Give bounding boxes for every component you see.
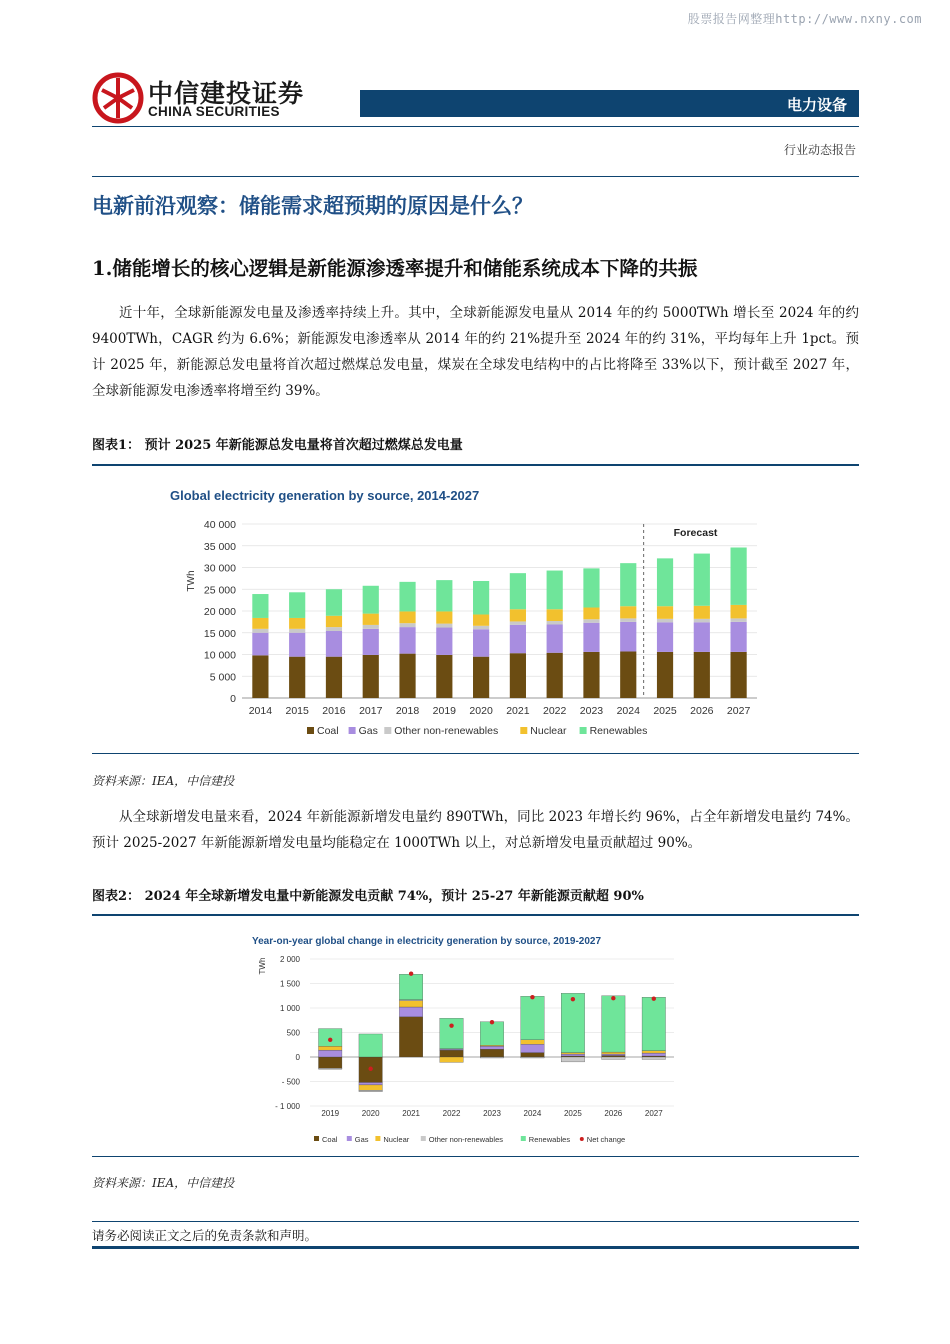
chart-1-bar-nuclear: [399, 611, 415, 623]
watermark-text: 股票报告网整理http://www.nxny.com: [687, 12, 922, 26]
figure-1-caption: 图表1： 预计 2025 年新能源总发电量将首次超过燃煤总发电量: [92, 438, 463, 453]
chart-1-bar-coal: [326, 657, 342, 698]
page-title: 电新前沿观察：储能需求超预期的原因是什么？: [92, 194, 533, 218]
chart-2-bar-other-non-renewables: [480, 1057, 503, 1058]
chart-2-bar-nuclear: [359, 1085, 382, 1090]
chart-2-net-change-point: [449, 1023, 453, 1027]
chart-1-bar-nuclear: [731, 605, 747, 618]
chart-2-ytick-label: 500: [286, 1028, 300, 1038]
chart-1-xtick-label: 2014: [248, 705, 273, 717]
logo: [92, 72, 322, 128]
chart-2-bar-renewables: [561, 993, 584, 1052]
chart-2-legend-label: Coal: [322, 1135, 338, 1144]
chart-2-legend-swatch: [314, 1136, 319, 1141]
chart-1-legend-label: Coal: [317, 725, 339, 737]
chart-2-bar-gas: [480, 1046, 503, 1049]
chart-1-ylabel: TWh: [186, 570, 197, 592]
chart-2-xtick-label: 2019: [321, 1109, 340, 1118]
chart-1-bar-renewables: [510, 573, 526, 609]
chart-2-net-change-point: [652, 996, 656, 1000]
chart-2-legend-label: Other non-renewables: [428, 1135, 504, 1144]
chart-1-bar-coal: [620, 651, 636, 698]
chart-1-bar-renewables: [363, 586, 379, 614]
chart-1-ytick-label: 5 000: [209, 671, 236, 684]
chart-1-bar-renewables: [583, 568, 599, 607]
chart-2-bar-renewables: [602, 996, 625, 1052]
chart-1-xtick-label: 2027: [726, 705, 751, 717]
chart-2-bar-gas: [399, 1007, 422, 1017]
chart-1-bar-coal: [289, 657, 305, 698]
chart-1-ytick-label: 40 000: [203, 519, 236, 531]
chart-1-ytick-label: 10 000: [203, 649, 236, 662]
chart-2-legend-label: Net change: [586, 1135, 626, 1144]
logo-emblem-icon: [92, 72, 144, 124]
chart-1-bar-coal: [583, 652, 599, 698]
chart-2-bar-gas: [602, 1054, 625, 1055]
chart-1-bar-other-non-renewables: [510, 621, 526, 624]
chart-2-xtick-label: 2027: [644, 1109, 663, 1118]
chart-1-bar-nuclear: [694, 606, 710, 619]
chart-1-bar-gas: [620, 622, 636, 652]
chart-2-bar-renewables: [480, 1022, 503, 1046]
chart-2-bar-renewables: [440, 1018, 463, 1048]
chart-2-xtick-label: 2026: [604, 1109, 623, 1118]
figure-2-bottom-rule: [92, 1156, 859, 1157]
chart-1-bar-other-non-renewables: [694, 619, 710, 622]
disclaimer-note: 请务必阅读正文之后的免责条款和声明。: [92, 1228, 318, 1243]
chart-1-bar-coal: [399, 654, 415, 698]
chart-2-bar-renewables: [399, 974, 422, 999]
chart-2-xtick-label: 2023: [483, 1109, 501, 1118]
chart-2-bar-other-non-renewables: [642, 1057, 665, 1059]
chart-1-xtick-label: 2026: [690, 705, 714, 717]
chart-1-ytick-label: 25 000: [203, 584, 236, 597]
chart-1-bar-renewables: [399, 582, 415, 612]
chart-1-bar-coal: [436, 655, 452, 698]
chart-2-bar-gas: [521, 1044, 544, 1052]
chart-1-bar-gas: [694, 622, 710, 652]
chart-1-bar-gas: [473, 629, 489, 656]
paragraph-2: 从全球新增发电量来看，2024 年新能源新增发电量约 890TWh，同比 2023 年增长约 96%，占全年新增发电量约 74%。预计 2025-2027 年新能源新增发电量均能稳定在 1000TWh 以上，对总新增发电量贡献超过 90%。: [92, 809, 859, 851]
chart-2-net-change-point: [611, 996, 615, 1000]
chart-2-net-change-point: [409, 972, 413, 976]
chart-1-bar-nuclear: [363, 614, 379, 625]
section-heading: 1.储能增长的核心逻辑是新能源渗透率提升和储能系统成本下降的共振: [92, 257, 698, 280]
chart-1-bar-other-non-renewables: [363, 625, 379, 629]
chart-2-bar-gas: [359, 1082, 382, 1084]
chart-1-bar-renewables: [252, 594, 268, 618]
chart-2-bar-renewables: [642, 997, 665, 1050]
chart-2-net-change-point: [530, 995, 534, 999]
chart-1-bar-renewables: [547, 571, 563, 610]
chart-2-title: Year-on-year global change in electricity generation by source, 2019-2027: [252, 936, 602, 947]
chart-1-bar-renewables: [436, 580, 452, 611]
chart-1-legend-label: Nuclear: [530, 725, 567, 737]
chart-1-xtick-label: 2018: [395, 705, 420, 717]
chart-2-net-change-point: [571, 997, 575, 1001]
chart-1-title: Global electricity generation by source, 2014-2027: [170, 488, 480, 503]
chart-2-xtick-label: 2021: [402, 1109, 421, 1118]
chart-1-xtick-label: 2024: [616, 705, 640, 717]
chart-1-legend-swatch: [580, 727, 587, 734]
chart-2-net-change-point: [328, 1038, 332, 1042]
chart-2-ytick-label: 0: [295, 1053, 300, 1062]
chart-2-xtick-label: 2024: [523, 1109, 542, 1118]
chart-1-bar-gas: [326, 631, 342, 657]
chart-2: [92, 918, 859, 1156]
chart-1-bar-other-non-renewables: [289, 629, 305, 633]
chart-1-legend-swatch: [520, 727, 527, 734]
chart-2-bar-gas: [561, 1054, 584, 1056]
figure-1-bottom-rule: [92, 753, 859, 754]
chart-1-bar-nuclear: [473, 614, 489, 625]
chart-1-bar-nuclear: [620, 606, 636, 618]
chart-1-forecast-label: Forecast: [673, 527, 718, 539]
report-type-label: 行业动态报告: [783, 143, 856, 157]
chart-1-bar-coal: [547, 653, 563, 698]
chart-1-ytick-label: 35 000: [203, 540, 236, 553]
figure-2-caption: 图表2： 2024 年全球新增发电量中新能源发电贡献 74%，预计 25-27 年新能源贡献超 90%: [92, 889, 644, 904]
chart-2-ytick-label: 1 500: [279, 979, 300, 989]
chart-1-bar-gas: [252, 633, 268, 656]
chart-2-legend-swatch: [347, 1136, 352, 1141]
chart-1-xtick-label: 2017: [359, 705, 383, 717]
chart-2-bar-nuclear: [318, 1046, 341, 1050]
chart-1-bar-nuclear: [510, 609, 526, 621]
chart-1-bar-gas: [399, 627, 415, 654]
chart-2-bar-coal: [521, 1053, 544, 1057]
chart-1-bar-renewables: [473, 581, 489, 614]
chart-1-xtick-label: 2022: [542, 705, 567, 717]
chart-1-bar-nuclear: [657, 606, 673, 619]
chart-2-bar-coal: [318, 1057, 341, 1068]
chart-1-bar-renewables: [620, 563, 636, 606]
chart-2-ytick-label: 2 000: [279, 955, 300, 964]
chart-1-bar-other-non-renewables: [252, 629, 268, 633]
chart-1-bar-other-non-renewables: [473, 626, 489, 629]
figure-2-top-rule: [92, 914, 859, 916]
chart-1-bar-gas: [289, 633, 305, 657]
chart-2-legend-label: Renewables: [528, 1135, 571, 1144]
chart-1-bar-other-non-renewables: [436, 624, 452, 628]
chart-1-bar-gas: [583, 623, 599, 652]
chart-1-ytick-label: 30 000: [203, 562, 236, 575]
figure-2-source: 资料来源：IEA，中信建投: [92, 1176, 235, 1190]
chart-2-legend-label: Nuclear: [383, 1135, 410, 1144]
chart-1-legend-swatch: [307, 727, 314, 734]
chart-1-bar-renewables: [657, 558, 673, 606]
chart-1-legend-label: Renewables: [589, 725, 648, 737]
figure-1-top-rule: [92, 464, 859, 466]
chart-2-bar-renewables: [359, 1034, 382, 1057]
chart-1-bar-coal: [731, 652, 747, 698]
chart-2-legend-swatch: [421, 1136, 426, 1141]
chart-1-bar-other-non-renewables: [547, 621, 563, 624]
chart-1-bar-other-non-renewables: [731, 618, 747, 621]
chart-2-bar-nuclear: [521, 1040, 544, 1044]
chart-2-bar-coal: [602, 1056, 625, 1057]
chart-1-bar-other-non-renewables: [399, 623, 415, 627]
chart-1-ytick-label: 15 000: [203, 627, 236, 640]
chart-1-bar-nuclear: [583, 608, 599, 620]
chart-2-ytick-label: - 500: [281, 1077, 300, 1087]
chart-1-xtick-label: 2021: [506, 705, 530, 717]
chart-1-bar-coal: [510, 653, 526, 698]
chart-1-ytick-label: 0: [230, 693, 236, 705]
chart-2-ylabel: TWh: [258, 957, 267, 975]
chart-2-xtick-label: 2020: [361, 1109, 380, 1118]
chart-2-bar-other-non-renewables: [602, 1057, 625, 1059]
paragraph-1: 近十年，全球新能源发电量及渗透率持续上升。其中，全球新能源发电量从 2014 年的约 5000TWh 增长至 2024 年的约 9400TWh，CAGR 约为 6.6%；新能源发电渗透率从 2014 年的约 21%提升至 2024 年的约 31%，平均每年上升 1pct。预计 2025 年，新能源总发电量将首次超过燃煤总发电量，煤炭在全球发电结构中的占比将降至 33%以下，预计截至 2027 年，全球新能源发电渗透率将增至约 39%。: [92, 305, 859, 399]
chart-2-legend-swatch: [375, 1136, 380, 1141]
chart-1-bar-nuclear: [436, 611, 452, 623]
chart-1-xtick-label: 2020: [469, 705, 493, 717]
chart-1-ytick-label: 20 000: [203, 606, 236, 618]
chart-1-legend-label: Other non-renewables: [394, 725, 499, 737]
logo-chinese: 中信建投证券: [148, 79, 305, 108]
chart-2-legend-swatch: [580, 1137, 584, 1141]
footer-divider: [92, 1221, 859, 1222]
sector-label: 电力设备: [786, 96, 847, 114]
chart-2-bar-nuclear: [561, 1053, 584, 1054]
chart-1-xtick-label: 2015: [285, 705, 309, 717]
chart-1-bar-other-non-renewables: [657, 619, 673, 622]
header-divider: [92, 126, 859, 127]
chart-2-ytick-label: 1 000: [279, 1004, 300, 1013]
chart-2-bar-nuclear: [602, 1052, 625, 1054]
chart-2-bar-nuclear: [399, 1001, 422, 1007]
chart-1-bar-gas: [510, 625, 526, 653]
chart-1-bar-other-non-renewables: [620, 618, 636, 621]
chart-1-bar-gas: [731, 622, 747, 652]
chart-2-bar-other-non-renewables: [561, 1057, 584, 1062]
chart-1-bar-coal: [473, 657, 489, 698]
chart-2-bar-renewables: [318, 1029, 341, 1047]
chart-1-bar-coal: [694, 652, 710, 698]
chart-1: [92, 474, 859, 754]
chart-1-bar-other-non-renewables: [326, 627, 342, 631]
chart-1-bar-nuclear: [289, 618, 305, 629]
chart-2-bar-nuclear: [642, 1051, 665, 1053]
chart-2-bar-other-non-renewables: [318, 1068, 341, 1069]
chart-1-legend-label: Gas: [358, 725, 378, 737]
figure-1-source: 资料来源：IEA，中信建投: [92, 774, 235, 788]
sector-banner: [360, 90, 859, 117]
chart-2-ytick-label: - 1 000: [275, 1102, 300, 1111]
chart-1-bar-nuclear: [326, 616, 342, 627]
chart-2-bar-other-non-renewables: [521, 1057, 544, 1058]
chart-1-bar-nuclear: [547, 609, 563, 621]
chart-2-legend-label: Gas: [354, 1135, 369, 1144]
chart-1-legend-swatch: [384, 727, 391, 734]
chart-1-bar-renewables: [289, 592, 305, 618]
chart-2-xtick-label: 2022: [442, 1109, 461, 1118]
chart-1-bar-coal: [657, 652, 673, 698]
chart-1-bar-gas: [547, 624, 563, 652]
chart-2-bar-coal: [480, 1049, 503, 1057]
chart-1-bar-renewables: [694, 554, 710, 606]
chart-2-bar-nuclear: [440, 1057, 463, 1062]
chart-1-bar-renewables: [326, 589, 342, 616]
chart-1-bar-other-non-renewables: [583, 619, 599, 622]
chart-2-bar-gas: [642, 1053, 665, 1056]
chart-1-bar-coal: [363, 655, 379, 698]
chart-1-xtick-label: 2019: [432, 705, 457, 717]
chart-1-bar-gas: [657, 622, 673, 652]
chart-2-bar-gas: [318, 1050, 341, 1057]
chart-1-bar-gas: [436, 628, 452, 655]
chart-1-bar-gas: [363, 629, 379, 655]
chart-2-legend-swatch: [521, 1136, 526, 1141]
chart-1-bar-coal: [252, 655, 268, 698]
chart-2-bar-coal: [440, 1050, 463, 1057]
header-divider-lower: [92, 176, 859, 177]
chart-1-bar-renewables: [731, 547, 747, 604]
chart-2-net-change-point: [490, 1020, 494, 1024]
chart-2-bar-other-non-renewables: [359, 1090, 382, 1091]
chart-1-xtick-label: 2025: [653, 705, 677, 717]
chart-2-bar-coal: [399, 1017, 422, 1057]
chart-1-xtick-label: 2016: [322, 705, 346, 717]
chart-2-bar-renewables: [521, 996, 544, 1040]
chart-2-xtick-label: 2025: [563, 1109, 582, 1118]
chart-1-legend-swatch: [349, 727, 356, 734]
chart-2-net-change-point: [368, 1067, 372, 1071]
logo-english: CHINA SECURITIES: [148, 104, 280, 119]
chart-1-xtick-label: 2023: [579, 705, 604, 717]
chart-1-bar-nuclear: [252, 618, 268, 629]
footer-bar: [92, 1246, 859, 1249]
